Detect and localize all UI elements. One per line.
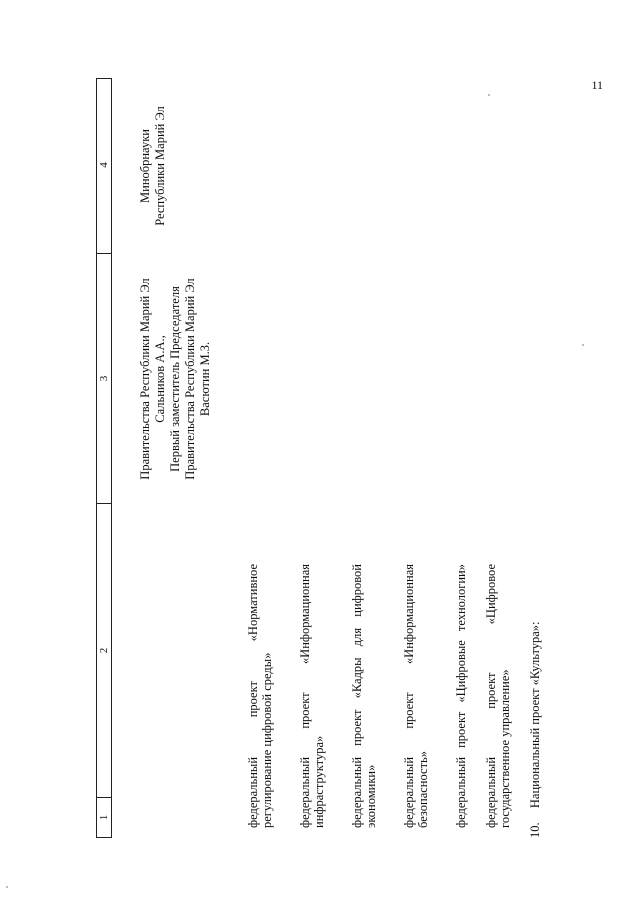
federal-project-title-line: инфраструктура» bbox=[312, 735, 326, 828]
ministry-line: Республики Марий Эл bbox=[153, 106, 167, 226]
federal-project-item bbox=[246, 564, 274, 828]
federal-project-item bbox=[402, 564, 430, 828]
responsible-line: Правительства Республики Марий Эл bbox=[138, 278, 152, 480]
federal-project-item bbox=[484, 564, 512, 828]
responsible-line: Васютин М.З. bbox=[198, 341, 212, 417]
federal-project-title-line: федеральный проект «Информационная bbox=[402, 564, 416, 828]
column-header-4: 4 bbox=[98, 162, 110, 168]
federal-project-title-line: безопасность» bbox=[416, 750, 430, 828]
column-header-3: 3 bbox=[97, 253, 111, 503]
federal-project-item bbox=[350, 564, 378, 828]
federal-project-title-line: федеральный проект «Информационная bbox=[298, 564, 312, 828]
federal-project-title-line: федеральный проект «Цифровые технологии» bbox=[454, 564, 468, 828]
federal-project-title-line: государственное управление» bbox=[498, 669, 512, 828]
column-header-1: 1 bbox=[97, 797, 111, 837]
federal-project-title-line: федеральный проект «Цифровое bbox=[484, 564, 498, 828]
national-project-title: Национальный проект «Культура»: bbox=[528, 621, 542, 809]
responsible-line: Сальников А.А., bbox=[153, 335, 167, 423]
federal-project-item bbox=[298, 564, 326, 828]
responsible-officials bbox=[138, 254, 213, 504]
scan-speck bbox=[6, 886, 8, 888]
federal-project-title-line: федеральный проект «Кадры для цифровой bbox=[350, 564, 364, 828]
rotated-table-page bbox=[72, 78, 552, 838]
responsible-line: Правительства Республики Марий Эл bbox=[183, 278, 197, 480]
scan-speck bbox=[488, 94, 490, 96]
page-number: 11 bbox=[591, 78, 603, 92]
responsible-ministry bbox=[138, 78, 168, 254]
federal-project-title-line: федеральный проект «Нормативное bbox=[246, 564, 260, 828]
responsible-line: Первый заместитель Председателя bbox=[168, 286, 182, 472]
national-project-heading bbox=[528, 621, 543, 838]
table-header-row bbox=[96, 78, 112, 838]
column-header-2: 2 bbox=[97, 503, 111, 797]
federal-project-title-line: регулирование цифровой среды» bbox=[260, 652, 274, 828]
scan-speck bbox=[582, 344, 584, 346]
federal-project-item bbox=[454, 564, 468, 828]
ministry-line: Минобрнауки bbox=[138, 129, 152, 203]
federal-project-title-line: экономики» bbox=[364, 764, 378, 828]
national-project-number: 10. bbox=[528, 822, 542, 838]
